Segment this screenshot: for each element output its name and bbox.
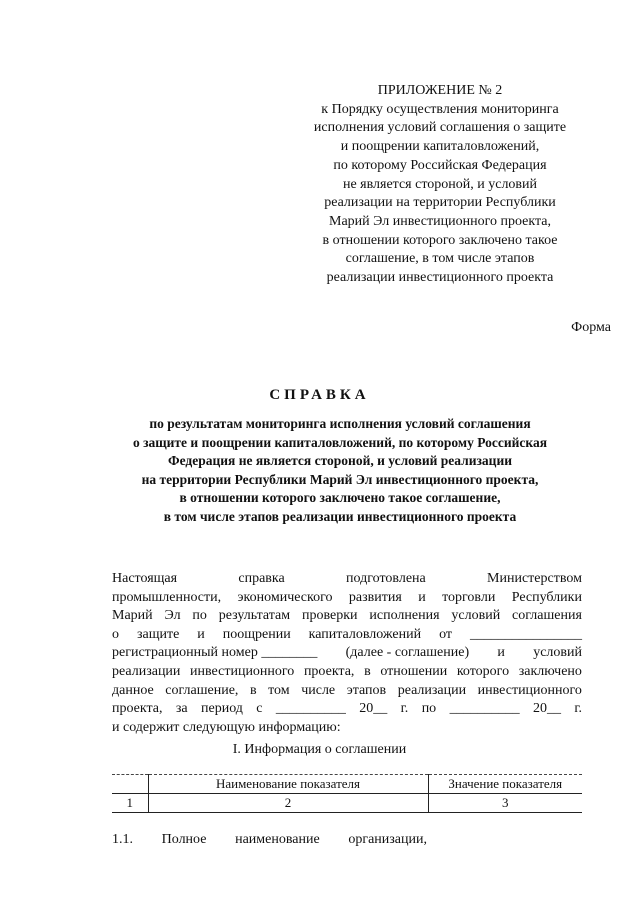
document-subtitle: [60, 415, 620, 527]
word: о: [112, 626, 119, 642]
table-header-cell: [112, 775, 148, 794]
word: организации,: [348, 832, 427, 847]
word: по: [192, 608, 207, 624]
word: реализации: [112, 663, 181, 679]
word: условий: [451, 608, 501, 624]
word: и: [197, 626, 205, 642]
body-line-text: и содержит следующую информацию:: [112, 719, 341, 735]
word: наименование: [235, 832, 320, 847]
word: экономического: [237, 589, 333, 605]
word: г.: [574, 701, 582, 717]
word: инвестиционного: [190, 663, 295, 679]
word: Марий: [112, 608, 153, 624]
period-end-blank: __________: [449, 701, 520, 717]
subtitle-line: по результатам мониторинга исполнения условий соглашения: [149, 416, 531, 431]
appendix-header: [300, 82, 580, 288]
body-line-2: [112, 589, 582, 608]
indicators-table: [112, 774, 582, 813]
word: числе: [301, 682, 336, 698]
word: условий: [533, 645, 582, 661]
appendix-line: в отношении которого заключено такое: [322, 232, 558, 248]
year-blank: 20__: [359, 701, 388, 717]
word: инвестиционного: [477, 682, 582, 698]
table-row: [112, 794, 582, 813]
section-title: I. Информация о соглашении: [232, 742, 407, 757]
word: в: [364, 663, 371, 679]
word: капиталовложений: [308, 626, 422, 642]
item-1-1: [112, 832, 427, 848]
word: исполнения: [369, 608, 440, 624]
table-cell: 1: [112, 794, 148, 813]
word: соглашение,: [165, 682, 239, 698]
word: проекта,: [303, 663, 355, 679]
word: промышленности,: [112, 589, 222, 605]
table-header-cell: Наименование показателя: [148, 775, 428, 794]
word: (далее - соглашение): [345, 645, 470, 661]
body-line-9: [112, 719, 582, 738]
subtitle-line: о защите и поощрении капиталовложений, по которому Российская: [132, 434, 548, 450]
body-paragraph: [112, 570, 582, 737]
word: Республики: [511, 589, 582, 605]
subtitle-line: в отношении которого заключено такое соглашение,: [179, 490, 501, 506]
word: поощрении: [222, 626, 291, 642]
appendix-line: реализации инвестиционного проекта: [326, 270, 554, 286]
word: Эл: [164, 608, 181, 624]
form-label: Форма: [571, 320, 611, 335]
word: за: [175, 701, 188, 717]
appendix-line: ПРИЛОЖЕНИЕ № 2: [377, 83, 503, 98]
word: от: [439, 626, 452, 642]
table-cell: 2: [148, 794, 428, 813]
appendix-line: Марий Эл инвестиционного проекта,: [329, 213, 551, 229]
table-header-row: [112, 775, 582, 794]
word: заключено: [518, 663, 582, 679]
word: проекта,: [112, 701, 163, 717]
word: Настоящая: [112, 571, 178, 586]
appendix-line: не является стороной, и условий: [342, 176, 538, 192]
word: период: [201, 701, 243, 717]
year-blank: 20__: [532, 701, 561, 717]
word: развития: [348, 589, 402, 605]
word: реализации: [397, 682, 467, 698]
item-number: 1.1.: [112, 832, 133, 847]
subtitle-line: на территории Республики Марий Эл инвестиционного проекта,: [141, 471, 539, 487]
word: и: [497, 645, 505, 661]
word: г.: [400, 701, 409, 717]
body-line-3: [112, 607, 582, 626]
appendix-line: реализации на территории Республики: [324, 195, 556, 211]
word: подготовлена: [346, 571, 426, 586]
word: и: [418, 589, 426, 605]
word: торговли: [442, 589, 496, 605]
word: по: [421, 701, 437, 717]
document-title: СПРАВКА: [269, 387, 370, 403]
body-line-7: [112, 682, 582, 701]
word: которого: [456, 663, 510, 679]
word: с: [256, 701, 263, 717]
period-start-blank: __________: [275, 701, 346, 717]
appendix-line: по которому Российская Федерация: [333, 157, 547, 173]
subtitle-line: в том числе этапов реализации инвестиционного проекта: [163, 508, 517, 524]
word: защите: [136, 626, 180, 642]
word: этапов: [346, 682, 387, 698]
body-line-4: [112, 626, 582, 645]
table-header-cell: Значение показателя: [428, 775, 582, 794]
word: Министерством: [487, 571, 582, 586]
word: Полное: [161, 832, 207, 847]
body-line-1: [112, 570, 582, 589]
appendix-line: соглашение, в том числе этапов: [345, 251, 535, 267]
word: том: [268, 682, 290, 698]
subtitle-line: Федерация не является стороной, и условий реализации: [167, 453, 513, 469]
appendix-line: исполнения условий соглашения о защите: [313, 120, 567, 136]
date-blank: ________________: [469, 626, 582, 642]
word: результатам: [218, 608, 291, 624]
body-line-6: [112, 663, 582, 682]
word: в: [249, 682, 257, 698]
registration-number-blank: регистрационный номер ________: [112, 645, 318, 661]
appendix-line: и поощрении капиталовложений,: [340, 139, 540, 155]
table-cell: 3: [428, 794, 582, 813]
word: отношении: [380, 663, 448, 679]
body-line-5: [112, 644, 582, 663]
word: проверки: [302, 608, 358, 624]
word: соглашения: [512, 608, 582, 624]
word: данное: [112, 682, 154, 698]
appendix-line: к Порядку осуществления мониторинга: [321, 101, 559, 117]
word: справка: [238, 571, 285, 586]
body-line-8: [112, 700, 582, 719]
